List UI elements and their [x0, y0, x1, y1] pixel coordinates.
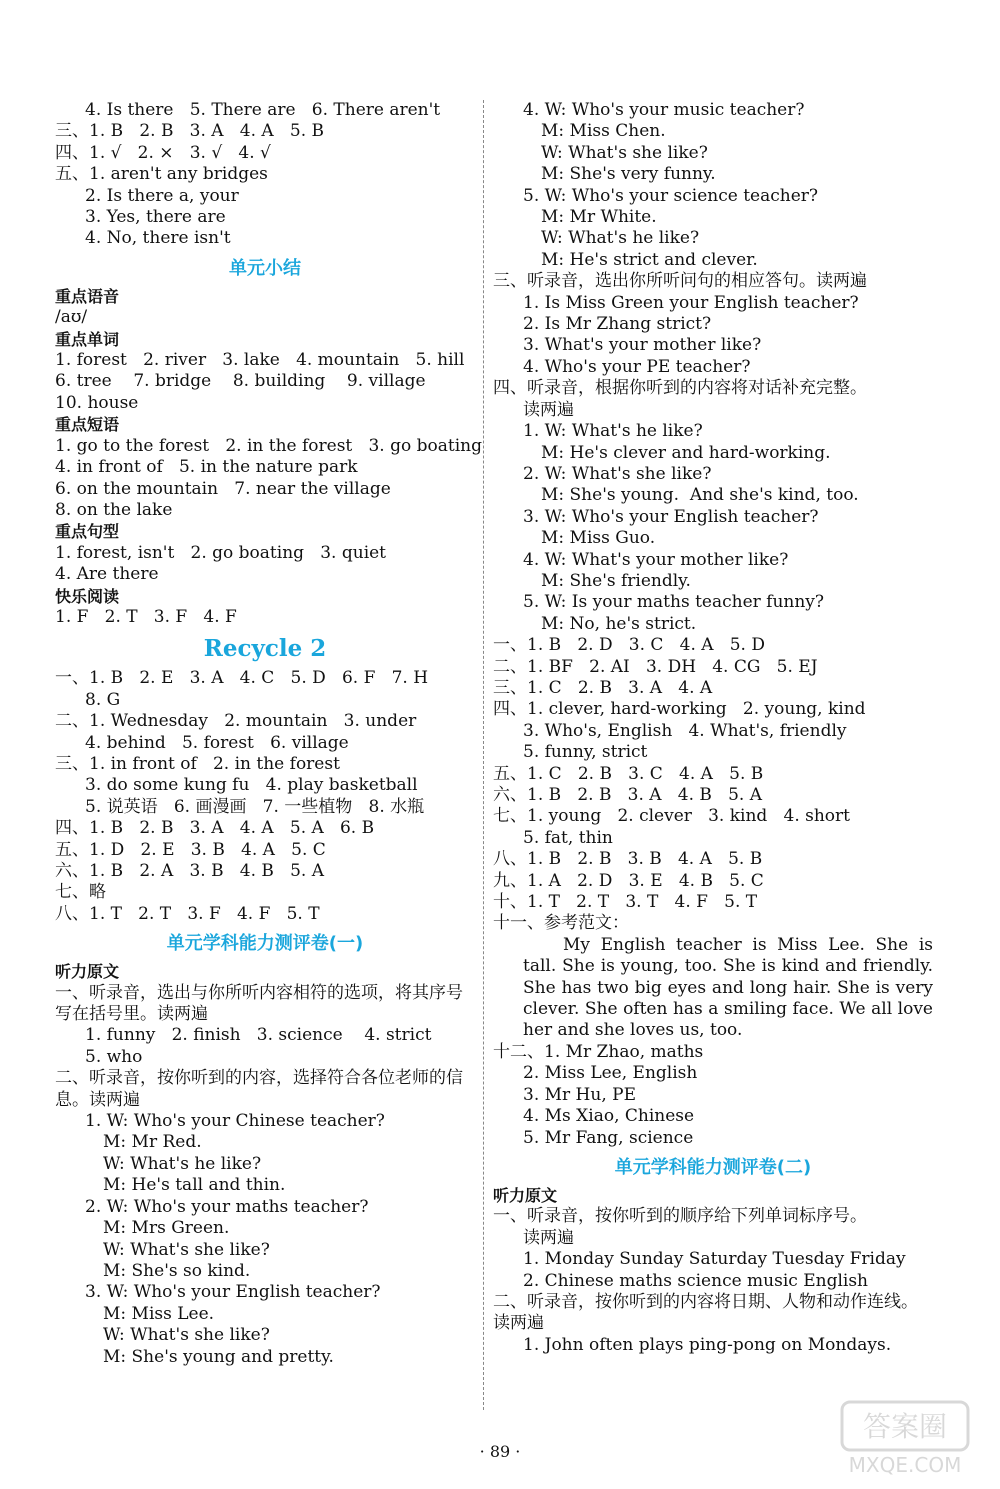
text-line: M: Miss Lee. [103, 1303, 215, 1324]
text-line: W: What's he like? [103, 1153, 262, 1174]
text-line: 1. forest 2. river 3. lake 4. mountain 5. hill [55, 350, 465, 371]
text-line: 七、1. young 2. clever 3. kind 4. short [493, 806, 850, 827]
text-line: 五、1. C 2. B 3. C 4. A 5. B [493, 763, 764, 784]
text-line: 二、听录音，按你听到的内容，选择符合各位老师的信息。读两遍 [55, 1068, 463, 1110]
text-line: 5. W: Who's your science teacher? [523, 185, 819, 206]
text-line: 3. do some kung fu 4. play basketball [85, 775, 418, 796]
text-line: 1. go to the forest 2. in the forest 3. go boating [55, 435, 482, 456]
text-line: 五、1. aren't any bridges [55, 164, 268, 185]
text-line: 4. Ms Xiao, Chinese [523, 1106, 695, 1127]
text-line: 2. W: Who's your maths teacher? [85, 1196, 369, 1217]
section-heading: 单元学科能力测评卷(二) [614, 1156, 812, 1178]
text-line: M: He's strict and clever. [541, 249, 758, 270]
text-line: 1. funny 2. finish 3. science 4. strict [85, 1025, 432, 1046]
text-line: 1. W: Who's your Chinese teacher? [85, 1111, 385, 1132]
text-line: M: Mr White. [541, 207, 657, 228]
text-line: 十、1. T 2. T 3. T 4. F 5. T [493, 892, 758, 913]
text-line: 3. Mr Hu, PE [523, 1084, 636, 1105]
text-line: 10. house [55, 392, 139, 413]
text-line: 1. W: What's he like? [523, 421, 703, 442]
text-line: 七、略 [55, 882, 106, 903]
text-line: 2. Chinese maths science music English [523, 1270, 868, 1291]
text-line: 九、1. A 2. D 3. E 4. B 5. C [493, 870, 764, 891]
text-line: 4. in front of 5. in the nature park [55, 457, 358, 478]
text-line: M: He's clever and hard-working. [541, 442, 831, 463]
text-line: 6. on the mountain 7. near the village [55, 478, 391, 499]
text-line: 4. W: What's your mother like? [523, 549, 789, 570]
text-line: 三、1. in front of 2. in the forest [55, 753, 340, 774]
svg-text:答案圈: 答案圈 [862, 1410, 948, 1443]
text-line: 十一、参考范文： [493, 913, 629, 934]
text-line: 5. funny, strict [523, 742, 648, 763]
subheading: 重点短语 [55, 415, 120, 435]
text-line: 5. fat, thin [523, 827, 613, 848]
subheading: 重点句型 [55, 522, 120, 542]
text-line: 四、1. B 2. B 3. A 4. A 5. A 6. B [55, 818, 375, 839]
text-line: M: She's friendly. [541, 570, 691, 591]
text-line: 读两遍 [523, 1227, 574, 1248]
subheading: 重点语音 [55, 286, 120, 306]
text-line: 六、1. B 2. B 3. A 4. B 5. A [493, 785, 762, 805]
text-line: M: She's very funny. [541, 164, 716, 185]
text-line: M: She's young. And she's kind, too. [541, 485, 859, 506]
text-line: 1. John often plays ping-pong on Mondays. [523, 1334, 892, 1355]
text-line: 四、听录音，根据你听到的内容将对话补充完整。 [493, 378, 867, 399]
text-line: 二、听录音，按你听到的内容将日期、人物和动作连线。读两遍 [493, 1291, 918, 1334]
text-line: 一、1. B 2. D 3. C 4. A 5. D [493, 635, 765, 656]
text-line: 2. Is there a, your [85, 185, 239, 206]
text-line: W: What's she like? [103, 1325, 270, 1346]
text-line: M: Mrs Green. [103, 1218, 230, 1239]
text-line: 4. No, there isn't [85, 228, 231, 249]
text-line: 1. Is Miss Green your English teacher? [523, 292, 859, 313]
subheading: 听力原文 [55, 962, 120, 982]
text-line: 十二、1. Mr Zhao, maths [493, 1041, 704, 1062]
text-line: 一、听录音，按你听到的顺序给下列单词标序号。 [493, 1206, 867, 1227]
text-line: 4. Are there [55, 564, 159, 585]
page-number: · 89 · [479, 1442, 521, 1461]
text-line: 二、1. Wednesday 2. mountain 3. under [55, 711, 417, 732]
text-line: 5. Mr Fang, science [523, 1127, 694, 1148]
text-line: 5. 说英语 6. 画漫画 7. 一些植物 8. 水瓶 [85, 796, 425, 817]
text-line: 三、1. C 2. B 3. A 4. A [493, 677, 713, 698]
text-line: 4. W: Who's your music teacher? [523, 100, 805, 120]
text-line: M: He's tall and thin. [103, 1175, 286, 1196]
subheading: 快乐阅读 [55, 586, 120, 606]
text-line: 2. W: What's she like? [523, 463, 712, 484]
text-line: 一、听录音，选出与你所听内容相符的选项，将其序号写在括号里。读两遍 [55, 982, 463, 1025]
text-line: 5. who [85, 1046, 143, 1067]
text-line: 五、1. D 2. E 3. B 4. A 5. C [55, 839, 326, 860]
text-line: 4. Is there 5. There are 6. There aren't [85, 100, 441, 120]
watermark-logo [840, 1400, 970, 1480]
text-line: W: What's she like? [103, 1239, 270, 1260]
text-line: 3. Yes, there are [85, 207, 226, 228]
text-line: M: She's young and pretty. [103, 1346, 334, 1367]
text-line: 3. W: Who's your English teacher? [85, 1282, 381, 1303]
text-line: 8. on the lake [55, 499, 173, 520]
text-line: 1. forest, isn't 2. go boating 3. quiet [55, 542, 387, 563]
section-heading: Recycle 2 [203, 635, 327, 663]
text-line: M: Miss Chen. [541, 121, 666, 142]
text-line: M: No, he's strict. [541, 613, 697, 634]
text-line: 8. G [85, 689, 121, 710]
subheading: 重点单词 [55, 329, 120, 349]
right-column [493, 100, 933, 1356]
text-line: 1. F 2. T 3. F 4. F [55, 606, 237, 627]
text-line: 八、1. B 2. B 3. B 4. A 5. B [493, 849, 763, 870]
text-line: 2. Miss Lee, English [523, 1063, 698, 1084]
svg-text:MXQE.COM: MXQE.COM [848, 1453, 962, 1477]
left-column [55, 100, 482, 1368]
text-line: 四、1. √ 2. × 3. √ 4. √ [55, 142, 271, 163]
text-line: M: She's so kind. [103, 1260, 251, 1281]
text-line: 3. Who's, English 4. What's, friendly [523, 720, 847, 741]
text-line: /aʊ/ [55, 307, 88, 328]
text-line: 3. What's your mother like? [523, 335, 762, 356]
text-line: 四、1. clever, hard-working 2. young, kind [493, 699, 866, 720]
text-line: 6. tree 7. bridge 8. building 9. village [55, 371, 426, 392]
column-divider [483, 100, 484, 1410]
text-line: W: What's he like? [541, 228, 700, 249]
text-line: 一、1. B 2. E 3. A 4. C 5. D 6. F 7. H [55, 668, 429, 689]
subheading: 听力原文 [493, 1185, 558, 1205]
text-line: 4. behind 5. forest 6. village [85, 732, 349, 753]
section-heading: 单元学科能力测评卷(一) [166, 933, 364, 955]
text-line: 读两遍 [523, 399, 574, 420]
text-line: W: What's she like? [541, 142, 708, 163]
text-line: My English teacher is Miss Lee. She is tall. She is young, too. She is kind and friendly. She has two big eyes and long hair. She is very clever. She often has a smiling face. We all love her and she loves us, too. [523, 934, 933, 1041]
text-line: 5. W: Is your maths teacher funny? [523, 592, 825, 613]
text-line: 1. Monday Sunday Saturday Tuesday Friday [523, 1249, 906, 1270]
section-heading: 单元小结 [229, 257, 301, 279]
text-line: M: Miss Guo. [541, 528, 656, 549]
text-line: 4. Who's your PE teacher? [523, 356, 751, 377]
text-line: 三、1. B 2. B 3. A 4. A 5. B [55, 121, 324, 142]
text-line: 二、1. BF 2. AI 3. DH 4. CG 5. EJ [493, 656, 818, 677]
text-line: 三、听录音，选出你所听问句的相应答句。读两遍 [493, 271, 867, 292]
text-line: 2. Is Mr Zhang strict? [523, 314, 712, 335]
text-line: 六、1. B 2. A 3. B 4. B 5. A [55, 861, 324, 881]
text-line: 八、1. T 2. T 3. F 4. F 5. T [55, 903, 320, 924]
text-line: M: Mr Red. [103, 1132, 202, 1153]
text-line: 3. W: Who's your English teacher? [523, 506, 819, 527]
